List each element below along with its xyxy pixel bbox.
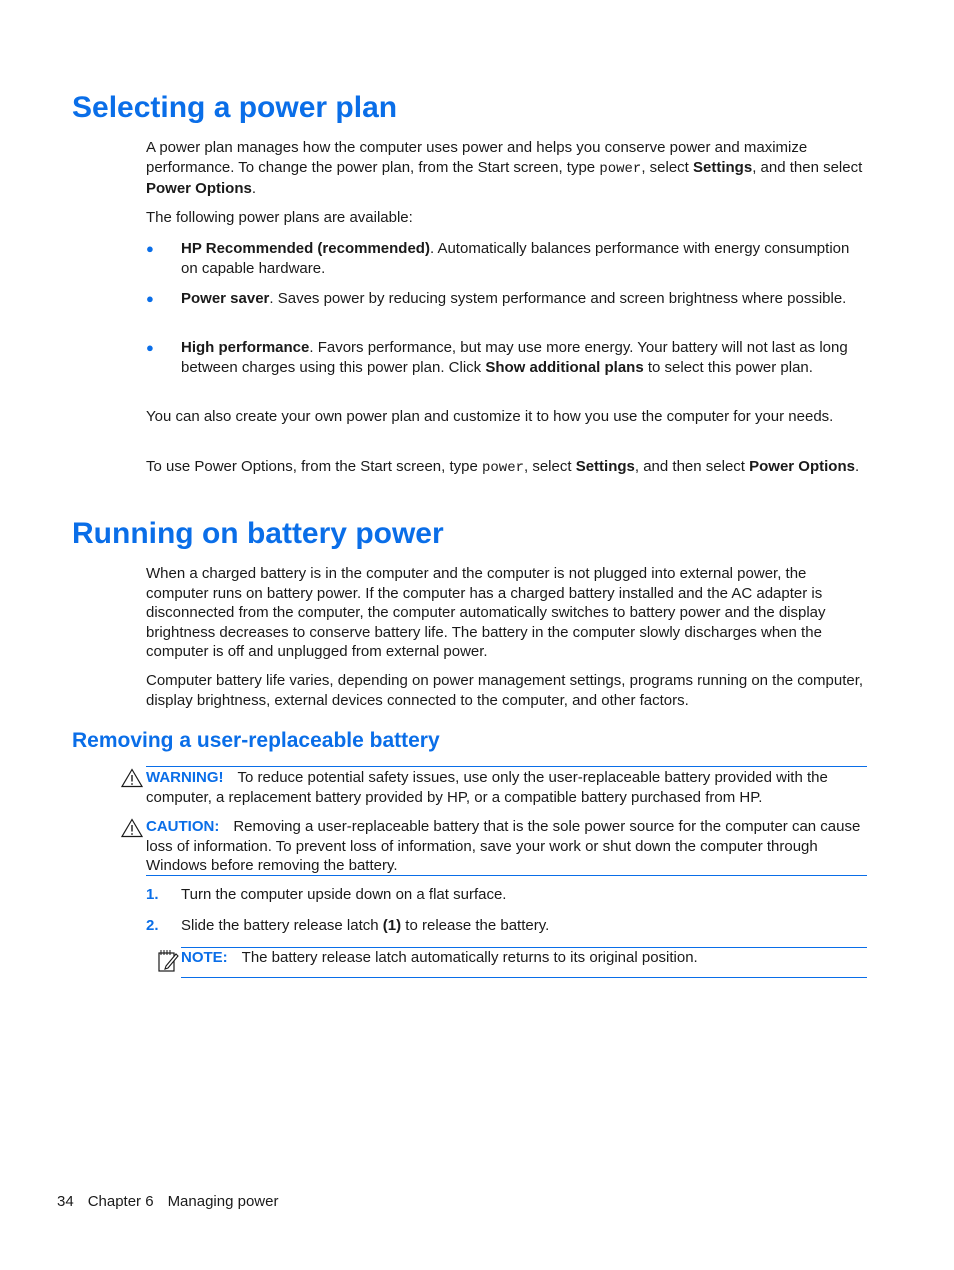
battery-life-paragraph: Computer battery life varies, depending on power management settings, programs running on the computer, display brightness, external devices connected to the computer, and other factors. [146,672,864,709]
list-item: ● Power saver. Saves power by reducing system performance and screen brightness where possible. [146,290,847,307]
caution-label: CAUTION: [146,818,220,835]
caution-notice: CAUTION: Removing a user-replaceable battery that is the sole power source for the computer can cause loss of information. To prevent loss of information, save your work or shut down the computer through Windows before removing the battery. [146,818,861,874]
custom-plan-text: You can also create your own power plan and customize it to how you use the computer for your needs. [146,408,834,425]
warning-icon [121,768,143,788]
chapter-title: Managing power [167,1193,279,1210]
power-plan-intro: A power plan manages how the computer uses power and helps you conserve power and maximize performance. To change the power plan, from the Start screen, type power, select Settings, and then select Power Options. [146,139,863,197]
page-footer [57,1192,278,1211]
chapter-label: Chapter 6 [87,1193,154,1210]
notice-divider [146,875,867,876]
list-item: ● HP Recommended (recommended). Automatically balances performance with energy consumption on capable hardware. [146,240,850,277]
power-options-text: To use Power Options, from the Start screen, type power, select Settings, and then select Power Options. [146,458,860,476]
plans-available-text: The following power plans are available: [146,209,413,226]
note-label: NOTE: [181,949,228,966]
note-divider [181,977,867,978]
bullet-icon: ● [146,291,154,306]
battery-power-paragraph: When a charged battery is in the computer and the computer is not plugged into external power, the computer runs on battery power. If the computer has a charged battery installed and the AC adapter is disconnected from the computer, the computer automatically switches to battery power and the display brightness decreases to conserve battery life. The battery in the computer slowly discharges when the computer is off and unplugged from external power. [146,565,826,660]
list-item: 2. Slide the battery release latch (1) to release the battery. [146,917,550,934]
section-title-power-plan: Selecting a power plan [72,91,398,124]
list-item: 1. Turn the computer upside down on a flat surface. [146,886,507,903]
note-notice: NOTE: The battery release latch automatically returns to its original position. [181,947,867,968]
bullet-icon: ● [146,340,154,355]
warning-notice: WARNING! To reduce potential safety issues, use only the user-replaceable battery provided with the computer, a replacement battery provided by HP, or a compatible battery purchased from HP. [146,766,867,807]
subsection-title-removing-battery: Removing a user-replaceable battery [72,729,440,752]
caution-icon [121,818,143,838]
note-icon [156,948,180,974]
list-item: ● High performance. Favors performance, but may use more energy. Your battery will not last as long between charges using this power plan. Click Show additional plans to select this power plan. [146,339,848,376]
bullet-icon: ● [146,241,154,256]
page-number: 34 [57,1193,74,1210]
section-title-battery-power: Running on battery power [72,517,444,550]
warning-label: WARNING! [146,769,224,786]
